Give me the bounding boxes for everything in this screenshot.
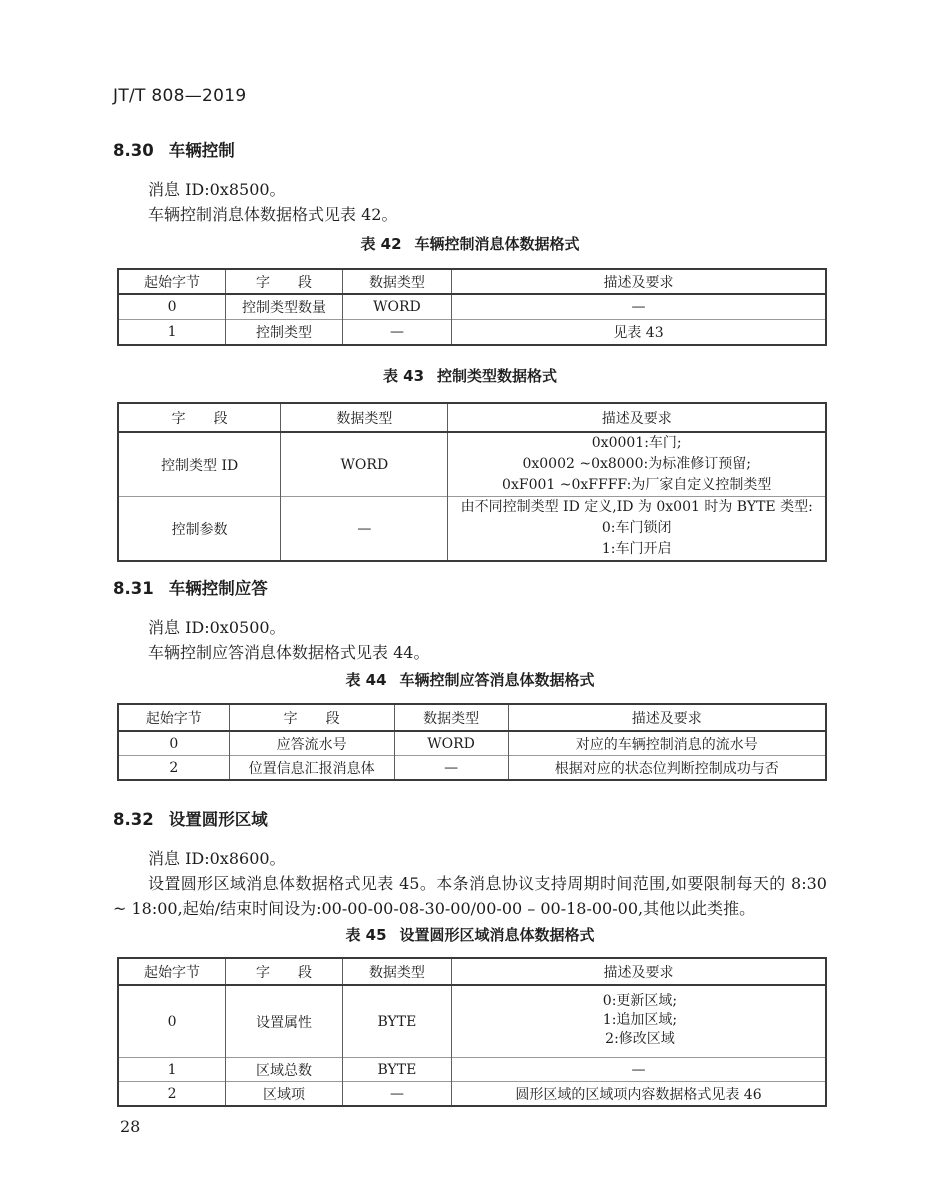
column-header: 描述及要求 bbox=[451, 958, 826, 985]
table-row bbox=[118, 497, 826, 562]
cell-description bbox=[448, 432, 826, 497]
table-43-caption bbox=[113, 366, 827, 386]
column-header: 描述及要求 bbox=[448, 403, 826, 432]
cell-start-byte: 2 bbox=[118, 1082, 226, 1107]
cell-data-type: BYTE bbox=[342, 985, 451, 1058]
table-caption-label: 表 43 bbox=[382, 367, 425, 385]
table-row bbox=[118, 320, 826, 346]
column-header: 起始字节 bbox=[118, 269, 226, 294]
column-header: 字 段 bbox=[226, 958, 343, 985]
cell-field: 区域项 bbox=[226, 1082, 343, 1107]
cell-start-byte: 1 bbox=[118, 320, 226, 346]
cell-field: 区域总数 bbox=[226, 1058, 343, 1082]
table-row bbox=[118, 731, 826, 756]
cell-start-byte: 0 bbox=[167, 299, 177, 315]
table-42 bbox=[117, 268, 827, 346]
paragraph-table-ref: 车辆控制应答消息体数据格式见表 44。 bbox=[148, 643, 430, 662]
cell-description: 对应的车辆控制消息的流水号 bbox=[508, 731, 826, 756]
description-line: 0:更新区域; bbox=[602, 993, 678, 1009]
table-row bbox=[118, 985, 826, 1058]
description-line: 0x0001:车门; bbox=[591, 435, 682, 451]
cell-data-type: WORD bbox=[281, 432, 448, 497]
cell-description: — bbox=[451, 294, 826, 320]
cell-description bbox=[448, 497, 826, 562]
section-number: 8.32 bbox=[113, 810, 154, 829]
cell-data-type: — bbox=[342, 320, 451, 346]
section-title: 车辆控制 bbox=[168, 141, 235, 160]
section-number: 8.30 bbox=[113, 141, 154, 160]
table-44 bbox=[117, 703, 827, 781]
section-heading-8-30 bbox=[113, 141, 827, 160]
cell-description: 见表 43 bbox=[451, 320, 826, 346]
column-header: 字 段 bbox=[229, 704, 394, 731]
section-heading-8-31 bbox=[113, 579, 827, 598]
table-caption-label: 表 42 bbox=[360, 235, 402, 253]
cell-data-type: — bbox=[394, 756, 508, 781]
column-header: 起始字节 bbox=[118, 704, 229, 731]
cell-description: 根据对应的状态位判断控制成功与否 bbox=[508, 756, 826, 781]
table-caption-label: 表 45 bbox=[345, 926, 387, 944]
paragraph-message-id: 消息 ID:0x0500。 bbox=[148, 618, 286, 637]
table-43 bbox=[117, 402, 827, 562]
column-header: 描述及要求 bbox=[451, 269, 826, 294]
table-row bbox=[118, 756, 826, 781]
cell-field: 设置属性 bbox=[226, 985, 343, 1058]
doc-code-header: JT/T 808—2019 bbox=[113, 86, 247, 106]
cell-data-type: BYTE bbox=[342, 1058, 451, 1082]
cell-description: — bbox=[451, 1058, 826, 1082]
section-heading-8-32 bbox=[113, 810, 827, 829]
description-line: 0x0002 ~0x8000:为标准修订预留; bbox=[522, 456, 751, 472]
table-45 bbox=[117, 957, 827, 1107]
table-caption-label: 表 44 bbox=[345, 671, 387, 689]
description-line: 0xF001 ~0xFFFF:为厂家自定义控制类型 bbox=[502, 477, 772, 493]
section-number: 8.31 bbox=[113, 579, 154, 598]
column-header: 描述及要求 bbox=[508, 704, 826, 731]
table-row bbox=[118, 432, 826, 497]
description-line: 1:追加区域; bbox=[602, 1012, 678, 1028]
table-caption-title: 控制类型数据格式 bbox=[437, 367, 558, 385]
cell-start-byte: 2 bbox=[118, 756, 229, 781]
cell-data-type: — bbox=[281, 497, 448, 562]
cell-field: 应答流水号 bbox=[229, 731, 394, 756]
cell-field: 控制参数 bbox=[118, 497, 281, 562]
table-row bbox=[118, 1058, 826, 1082]
table-row bbox=[118, 1082, 826, 1107]
description-line: 由不同控制类型 ID 定义,ID 为 0x001 时为 BYTE 类型: bbox=[460, 499, 813, 515]
table-caption-title: 设置圆形区域消息体数据格式 bbox=[399, 926, 595, 944]
table-45-caption bbox=[113, 925, 827, 945]
paragraph-message-id: 消息 ID:0x8500。 bbox=[148, 180, 286, 199]
cell-field: 控制类型 ID bbox=[161, 457, 239, 474]
cell-field: 控制类型 bbox=[226, 320, 343, 346]
cell-data-type: WORD bbox=[394, 731, 508, 756]
section-title: 设置圆形区域 bbox=[168, 810, 268, 829]
paragraph-region-desc: 设置圆形区域消息体数据格式见表 45。本条消息协议支持周期时间范围,如要限制每天的 8:30 ~ 18:00,起始/结束时间设为:00-00-00-08-30-00/00-00 – 00-18-00-00,其他以此类推。 bbox=[113, 874, 827, 918]
column-header: 数据类型 bbox=[342, 958, 451, 985]
table-header-row bbox=[118, 403, 826, 432]
section-title: 车辆控制应答 bbox=[168, 579, 268, 598]
cell-data-type: — bbox=[342, 1082, 451, 1107]
cell-description bbox=[451, 985, 826, 1058]
table-44-caption bbox=[113, 670, 827, 690]
column-header: 字 段 bbox=[226, 269, 343, 294]
cell-start-byte: 0 bbox=[169, 735, 179, 752]
table-header-row bbox=[118, 269, 826, 294]
description-line: 1:车门开启 bbox=[601, 541, 672, 557]
page-number: 28 bbox=[120, 1117, 141, 1136]
column-header: 数据类型 bbox=[342, 269, 451, 294]
cell-start-byte: 1 bbox=[118, 1058, 226, 1082]
cell-data-type: WORD bbox=[342, 294, 451, 320]
table-42-caption bbox=[113, 234, 827, 254]
table-header-row bbox=[118, 704, 826, 731]
table-header-row bbox=[118, 958, 826, 985]
column-header: 数据类型 bbox=[281, 403, 448, 432]
table-row bbox=[118, 294, 826, 320]
column-header: 字 段 bbox=[118, 403, 281, 432]
column-header: 起始字节 bbox=[118, 958, 226, 985]
cell-description: 圆形区域的区域项内容数据格式见表 46 bbox=[451, 1082, 826, 1107]
column-header: 数据类型 bbox=[394, 704, 508, 731]
cell-start-byte: 0 bbox=[167, 1013, 177, 1030]
cell-field: 位置信息汇报消息体 bbox=[229, 756, 394, 781]
paragraph-table-ref: 车辆控制消息体数据格式见表 42。 bbox=[148, 205, 398, 224]
table-caption-title: 车辆控制消息体数据格式 bbox=[414, 235, 580, 253]
description-line: 0:车门锁闭 bbox=[601, 520, 672, 536]
table-caption-title: 车辆控制应答消息体数据格式 bbox=[399, 671, 595, 689]
cell-field: 控制类型数量 bbox=[226, 294, 343, 320]
description-line: 2:修改区域 bbox=[605, 1031, 675, 1047]
paragraph-message-id: 消息 ID:0x8600。 bbox=[148, 849, 286, 868]
